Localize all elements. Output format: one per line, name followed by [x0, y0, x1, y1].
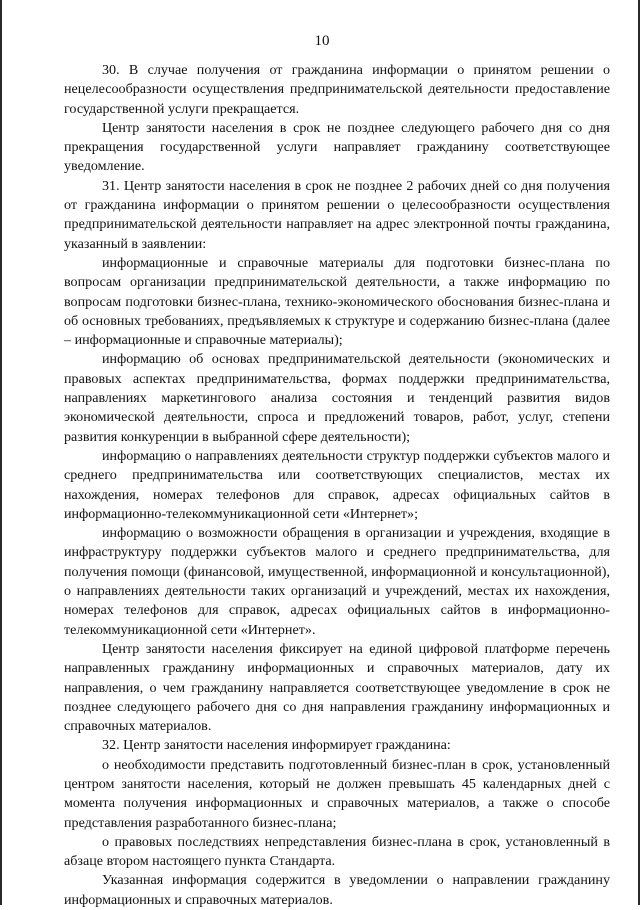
- paragraph: Указанная информация содержится в уведомлении о направлении гражданину информационных и справочных материалов.: [64, 872, 610, 908]
- paragraph: Центр занятости населения в срок не позднее следующего рабочего дня со дня прекращения государственной услуги направляет гражданину соответствующее уведомление.: [64, 119, 610, 175]
- paragraph: Центр занятости населения фиксирует на единой цифровой платформе перечень направленных гражданину информационных и справочных материалов, дату их направления, о чем гражданину направляется соответствующее уведомление в срок не позднее следующего рабочего дня со дня направления гражданину информационных и справочных материалов.: [64, 640, 610, 735]
- paragraph: о правовых последствиях непредставления бизнес-плана в срок, установленный в абзаце втором настоящего пункта Стандарта.: [64, 833, 610, 870]
- page-number: 10: [314, 33, 330, 49]
- paragraph: 32. Центр занятости населения информирует гражданина:: [102, 737, 451, 754]
- paragraph: о необходимости представить подготовленный бизнес-план в срок, установленный центром занятости населения, который не должен превышать 45 календарных дней с момента получения информационных и справочных материалов, а также о способе представления разработанного бизнес-плана;: [64, 756, 610, 831]
- paragraph: информацию о возможности обращения в организации и учреждения, входящие в инфраструктуру поддержки субъектов малого и среднего предпринимательства, для получения помощи (финансовой, имущественной, информационной и консультационной), о направлениях деятельности таких организаций и учреждений, местах их нахождения, номерах телефонов для справок, адресах официальных сайтов в информационно-телекоммуникационной сети «Интернет».: [64, 525, 610, 638]
- paragraph: информацию об основах предпринимательской деятельности (экономических и правовых аспектах предпринимательства, формах поддержки предпринимательства, направлениях маркетингового анализа состояния и тенденций развития видов экономической деятельности, спроса и предложений товаров, работ, услуг, степени развития конкуренции в выбранной сфере деятельности);: [64, 351, 610, 445]
- paragraph: информацию о направлениях деятельности структур поддержки субъектов малого и среднего предпринимательства или соответствующих специалистов, местах их нахождения, номерах телефонов для справок, адресах официальных сайтов в информационно-телекоммуникационной сети «Интернет»;: [64, 447, 610, 522]
- paragraph: 30. В случае получения от гражданина информации о принятом решении о нецелесообразности осуществления предпринимательской деятельности предоставление государственной услуги прекращается.: [64, 62, 610, 117]
- document-body: [64, 61, 610, 910]
- paragraph: информационные и справочные материалы для подготовки бизнес-плана по вопросам организации предпринимательской деятельности, а также информацию по вопросам подготовки бизнес-плана, технико-экономического обоснования бизнес-плана и об основных требованиях, предъявляемых к структуре и содержанию бизнес-плана (далее – информационные и справочные материалы);: [64, 254, 610, 349]
- paragraph: 31. Центр занятости населения в срок не позднее 2 рабочих дней со дня получения от гражданина информации о принятом решении о целесообразности осуществления предпринимательской деятельности направляет на адрес электронной почты гражданина, указанный в заявлении:: [64, 177, 610, 252]
